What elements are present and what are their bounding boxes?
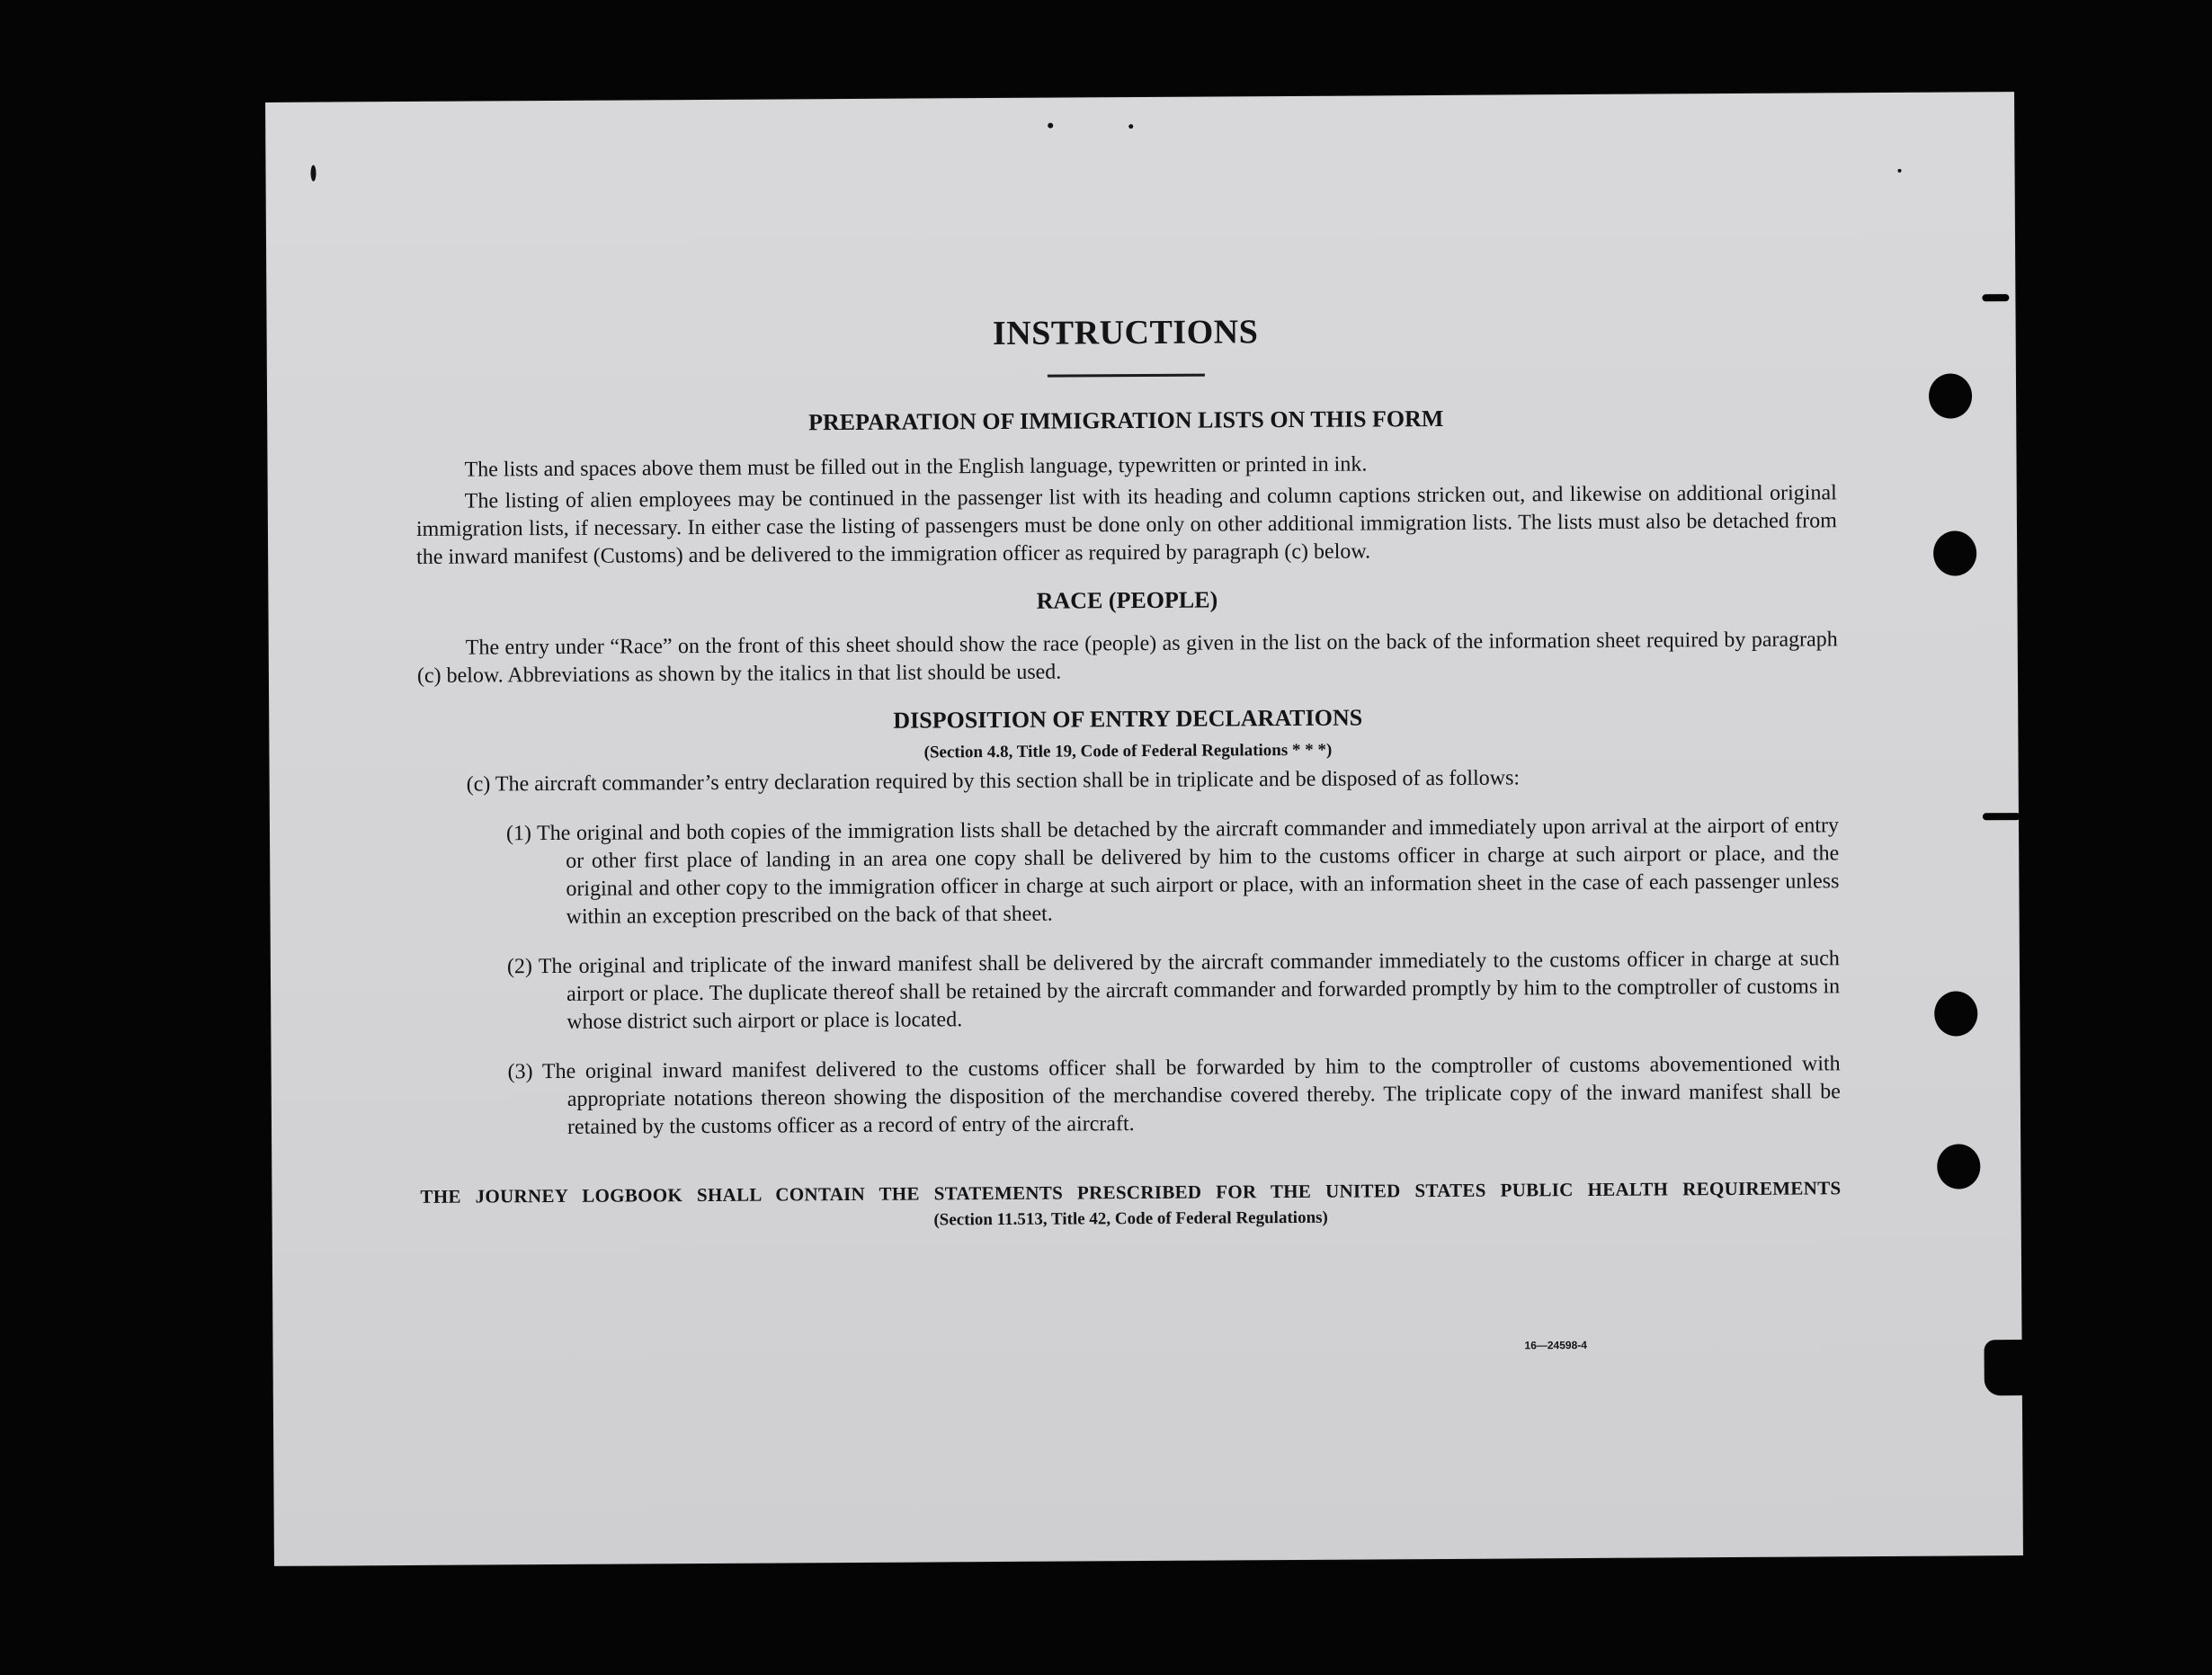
punch-hole bbox=[1934, 991, 1977, 1036]
section-heading-race: RACE (PEOPLE) bbox=[1036, 586, 1218, 614]
speck bbox=[1048, 123, 1053, 129]
title-rule bbox=[1047, 374, 1204, 378]
list-item: (3) The original inward manifest delivered to the customs officer shall be forwarded by him to the comptroller of customs abovementioned with appropriate notations thereon showing the disposition of the merchandise covered thereby. The triplicate copy of the inward manifest shall be retained by the customs officer as a record of entry of the aircraft. bbox=[507, 1052, 1841, 1139]
section-heading-disposition: DISPOSITION OF ENTRY DECLARATIONS bbox=[893, 704, 1363, 734]
footer-citation: (Section 11.513, Title 42, Code of Federal Regulations) bbox=[933, 1207, 1328, 1230]
edge-tear bbox=[1983, 813, 2020, 820]
paragraph: The listing of alien employees may be continued in the passenger list with its heading and column captions stricken out, and likewise on additional original immigration lists, if necessary. In either case the listing of passengers must be done only on other additional immigration lists. The lists must also be detached from the inward manifest (Customs) and be delivered to the immigration officer as required by paragraph (c) below. bbox=[415, 481, 1838, 569]
punch-hole bbox=[1937, 1144, 1980, 1189]
document-page bbox=[265, 92, 2023, 1566]
document-body bbox=[415, 308, 1842, 1234]
paragraph: The entry under “Race” on the front of this sheet should show the race (people) as given in the list on the back of the information sheet required by paragraph (c) below. Abbreviations as shown by the italics in that list should be used. bbox=[416, 628, 1838, 688]
footer-statement: THE JOURNEY LOGBOOK SHALL CONTAIN THE STATEMENTS PRESCRIBED FOR THE UNITED STATES PUBLIC HEALTH REQUIREMENTS bbox=[420, 1177, 1842, 1207]
list-item: (2) The original and triplicate of the inward manifest shall be delivered by the aircraft commander immediately to the customs officer in charge at such airport or place. The duplicate thereof shall be retained by the aircraft commander and forwarded promptly by him to the comptroller of customs in whose district such airport or place is located. bbox=[506, 947, 1841, 1034]
regulation-citation: (Section 4.8, Title 19, Code of Federal Regulations * * *) bbox=[923, 740, 1333, 762]
paragraph: The lists and spaces above them must be filled out in the English language, typewritten or printed in ink. bbox=[464, 452, 1368, 482]
speck bbox=[310, 165, 316, 182]
punch-hole bbox=[1933, 530, 1976, 575]
list-item: (1) The original and both copies of the immigration lists shall be detached by the aircraft commander and immediately upon arrival at the airport of entry or other first place of landing in an area one copy shall be delivered by him to the customs officer in charge at such airport or place, and the original and other copy to the immigration officer in charge at such airport or place, with an information sheet in the case of each passenger unless within an exception prescribed on the back of that sheet. bbox=[505, 814, 1840, 929]
edge-tear bbox=[1982, 294, 2009, 301]
paragraph-intro: (c) The aircraft commander’s entry declaration required by this section shall be in triplicate and be disposed of as follows: bbox=[466, 766, 1521, 797]
punch-hole bbox=[1929, 373, 1972, 418]
page-title: INSTRUCTIONS bbox=[992, 313, 1259, 353]
form-number: 16—24598-4 bbox=[1524, 1339, 1587, 1352]
speck bbox=[1128, 124, 1133, 129]
edge-tear bbox=[1984, 1340, 2023, 1395]
section-heading-preparation: PREPARATION OF IMMIGRATION LISTS ON THIS FORM bbox=[807, 405, 1444, 436]
speck bbox=[1898, 169, 1902, 173]
